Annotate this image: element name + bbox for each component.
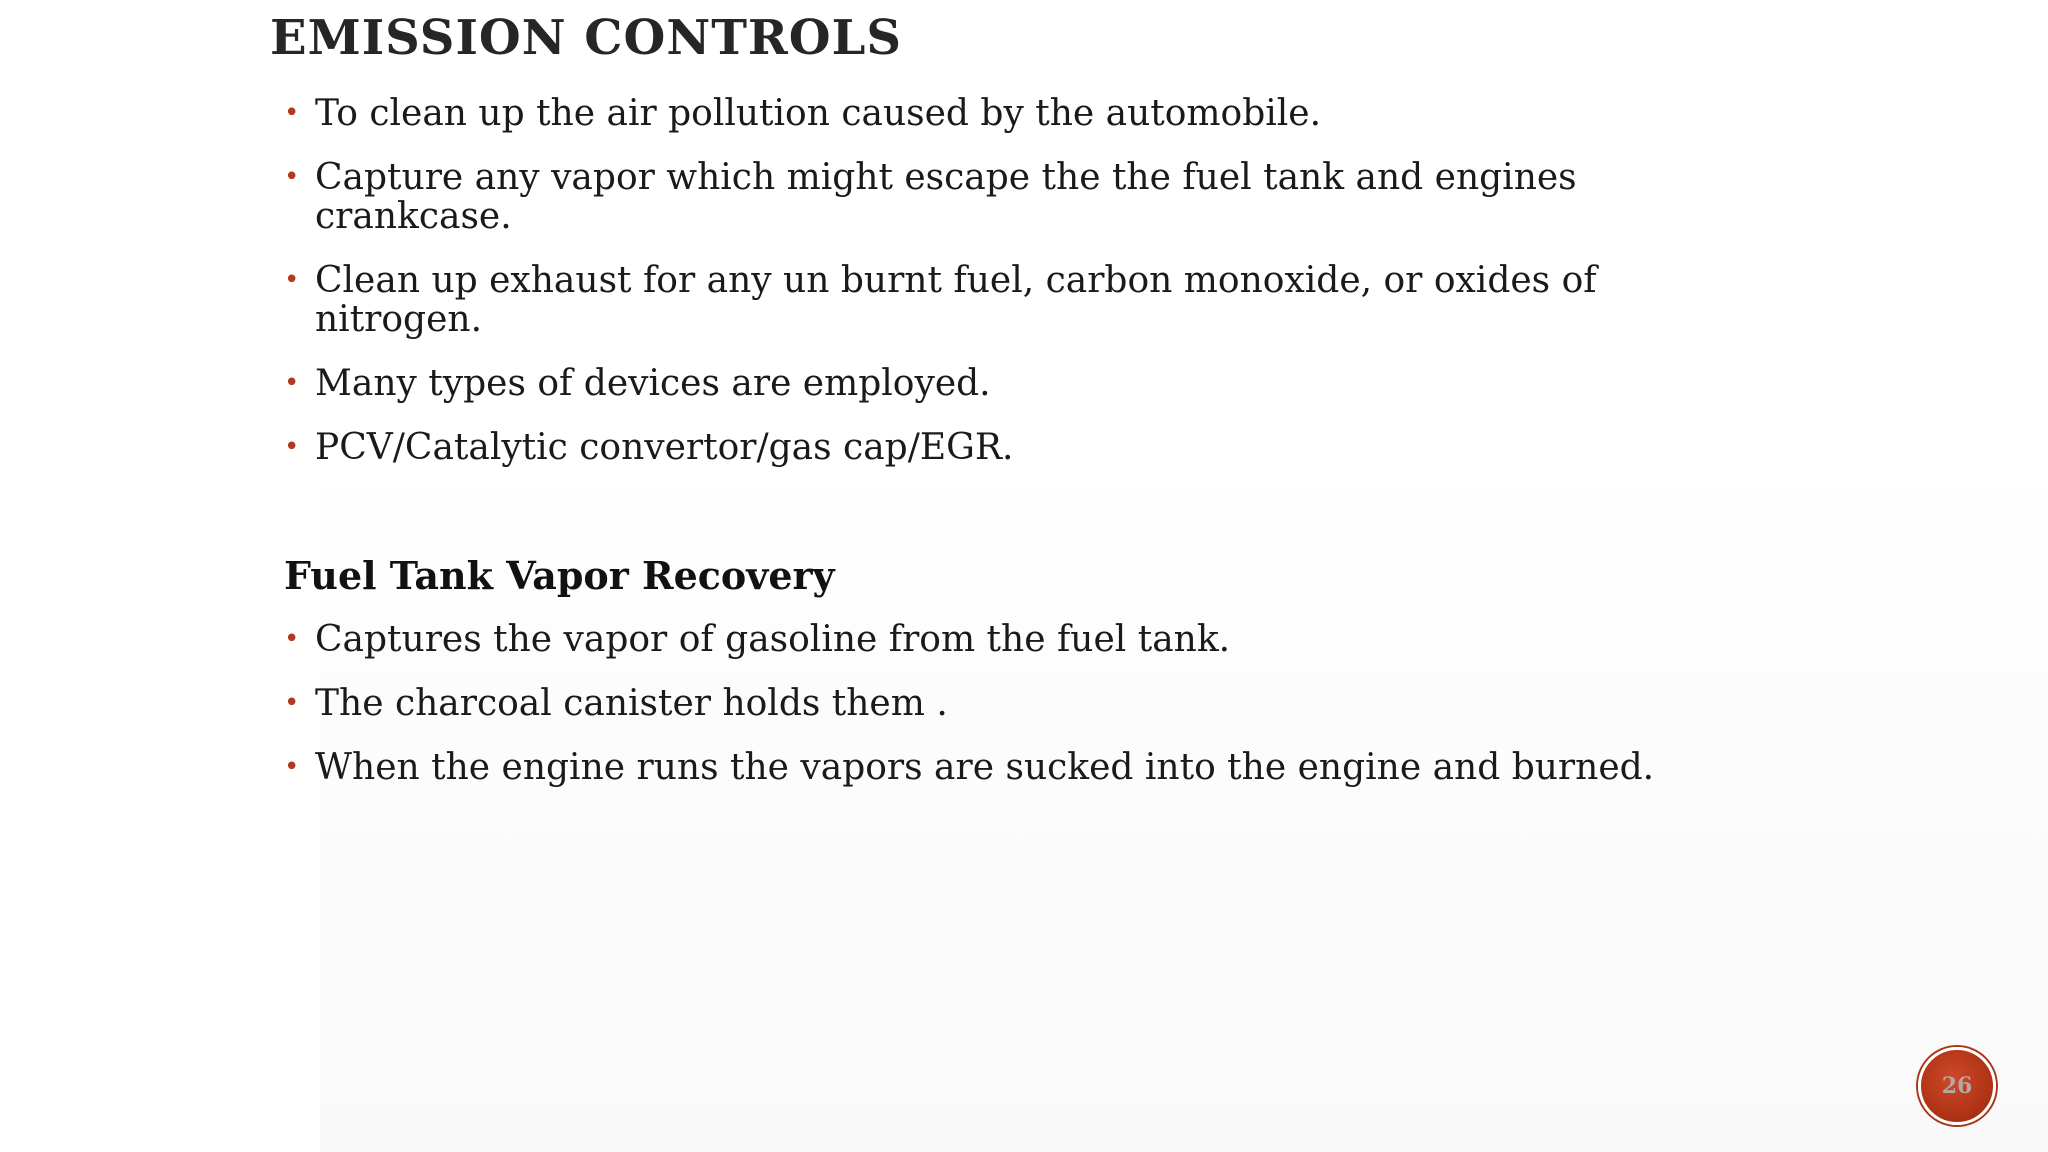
- slide-content: [284, 94, 1704, 812]
- main-bullet-list: [284, 94, 1704, 467]
- slide-number-badge: [1918, 1047, 1996, 1125]
- sub-bullet-list: [284, 620, 1704, 787]
- bullet-item: • The charcoal canister holds them .: [284, 684, 1704, 723]
- bullet-item: • When the engine runs the vapors are sucked into the engine and burned.: [284, 748, 1704, 787]
- section-subheading: Fuel Tank Vapor Recovery: [284, 553, 835, 598]
- slide-number: 26: [1941, 1073, 1973, 1099]
- bullet-item: • Clean up exhaust for any un burnt fuel, carbon monoxide, or oxides of nitrogen.: [284, 261, 1704, 339]
- section-gap: [284, 492, 1704, 552]
- slide-title: EMISSION CONTROLS: [270, 10, 903, 66]
- bullet-item: • Captures the vapor of gasoline from the fuel tank.: [284, 620, 1704, 659]
- bullet-item: • Capture any vapor which might escape the the fuel tank and engines crankcase.: [284, 158, 1704, 236]
- bullet-item: • To clean up the air pollution caused by the automobile.: [284, 94, 1704, 133]
- bullet-item: • Many types of devices are employed.: [284, 364, 1704, 403]
- bullet-item: • PCV/Catalytic convertor/gas cap/EGR.: [284, 428, 1704, 467]
